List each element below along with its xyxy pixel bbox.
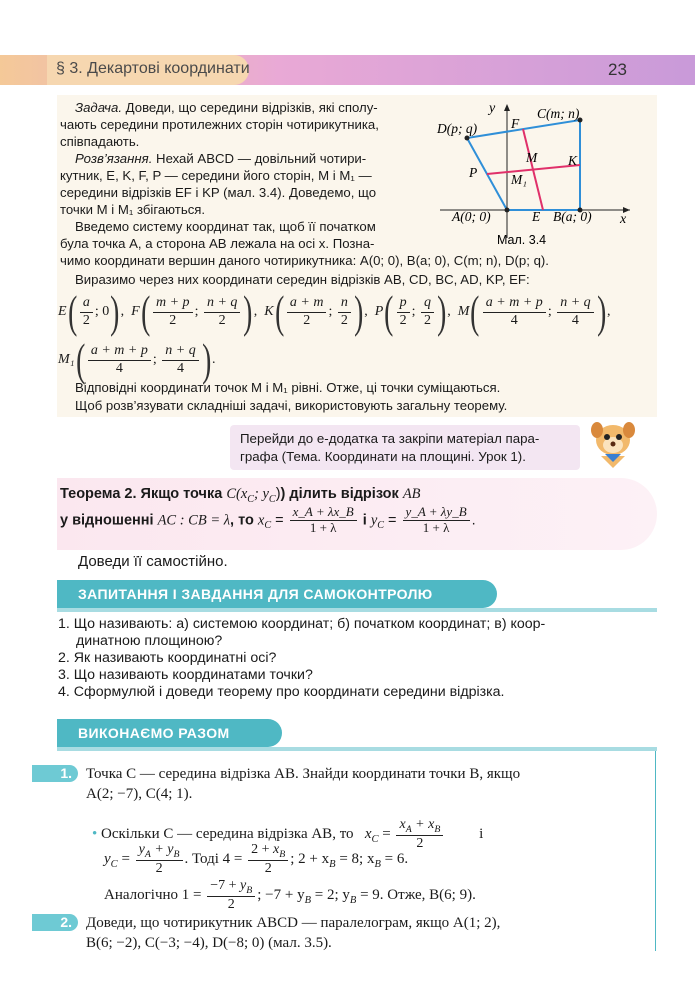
task-line: Відповідні координати точок M і M₁ рівні. Отже, ці точки суміщаються.: [75, 380, 501, 395]
e-supplement-text: Перейди до е-додатка та закріпи матеріал пара-графа (Тема. Координати на площині. Урок 1).: [240, 431, 540, 464]
solution-line: $y_C$ = $\frac{y_A + y_B}{2}$ . Тоді 4 = $\frac{2 + x_B}{2}$ ; $2 + x_B = 8$; $x_B = 6$.: [104, 842, 409, 877]
solution-line: • Оскільки C — середина відрізка AB, то $x_C$ = $\frac{x_A + x_B}{2}$ і: [92, 817, 484, 852]
figure-3-4: [425, 98, 640, 248]
midpoint-formula-m1: M₁( $\frac{a + m + p}{4}$ ; $\frac{n + q}{4}$ ).: [58, 334, 216, 385]
task-line: чимо координати вершин даного чотирикутника: A(0; 0), B(a; 0), C(m; n), D(p; q).: [60, 253, 549, 268]
section-divider: [57, 608, 657, 612]
theorem-line-2: у відношенні AC : CB = λ, то $x_C$ = $\frac{x\_A + \lambda x\_B}{1 + \lambda}$ і $y_C$ = $\frac{y\_A + \lambda y\_B}{1 + \lambda}$ .: [60, 504, 476, 535]
task-line: Щоб розв’язувати складніші задачі, використовують загальну теорему.: [75, 398, 508, 413]
label-m: M: [526, 150, 538, 165]
section-title-self-check: ЗАПИТАННЯ І ЗАВДАННЯ ДЛЯ САМОКОНТРОЛЮ: [78, 586, 433, 602]
figure-caption: Мал. 3.4: [497, 233, 547, 247]
task-line: Введемо систему координат так, щоб її початком: [75, 219, 376, 234]
section-title: § 3. Декартові координати: [56, 60, 250, 77]
task-line: чають середини протилежних сторін чотирикутника,: [60, 117, 379, 132]
label-f: F: [511, 116, 520, 131]
mascot-icon: [583, 418, 643, 474]
question-item: 3. Що називають координатами точки?: [58, 667, 313, 683]
section-divider: [57, 747, 657, 751]
self-prove-text: Доведи її самостійно.: [78, 553, 228, 570]
label-c: C(m; n): [537, 106, 580, 121]
label-x: x: [620, 212, 627, 227]
task-line: Виразимо через них координати середин відрізків AB, CD, BC, AD, KP, EF:: [75, 272, 530, 287]
exercise-text: Доведи, що чотирикутник ABCD — паралелограм, якщо A(1; 2),: [86, 915, 501, 931]
label-e: E: [532, 209, 541, 224]
section-title-together: ВИКОНАЄМО РАЗОМ: [78, 725, 230, 741]
exercise-number: 2.: [32, 914, 78, 931]
task-line: співпадають.: [60, 134, 140, 149]
exercise-number: 1.: [32, 765, 78, 782]
question-item: динатною площиною?: [76, 633, 223, 649]
task-line: була точка A, а сторона AB лежала на осі x. Позна-: [60, 236, 375, 251]
label-d: D(p; q): [437, 121, 478, 136]
solution-line: Аналогічно 1 = $\frac{-7 + y_B}{2}$ ; $-7 + y_B = 2$; $y_B = 9$. Отже, B(6; 9).: [104, 878, 476, 913]
question-item: 1. Що називають: а) системою координат; б) початком координат; в) коор-: [58, 616, 546, 632]
exercise-text: A(2; −7), C(4; 1).: [86, 786, 193, 802]
question-item: 4. Сформулюй і доведи теорему про координати середини відрізка.: [58, 684, 505, 700]
label-y: y: [489, 101, 496, 116]
exercise-text: Точка C — середина відрізка AB. Знайди координати точки B, якщо: [86, 766, 521, 782]
task-line: середини відрізків EF і KP (мал. 3.4). Доведемо, що: [60, 185, 377, 200]
side-rule: [655, 751, 656, 951]
task-line: точки M і M₁ збігаються.: [60, 202, 206, 217]
task-line: кутник, E, K, F, P — середини його сторін, M і M₁ —: [60, 168, 372, 183]
label-m1: M₁: [511, 172, 527, 187]
task-line: Задача. Доведи, що середини відрізків, які сполу-: [75, 100, 378, 115]
label-k: K: [568, 153, 578, 168]
theorem-line-1: Теорема 2. Якщо точка $C(x_C$; $y_C$)) ділить відрізок AB: [60, 486, 421, 505]
exercise-text: B(6; −2), C(−3; −4), D(−8; 0) (мал. 3.5).: [86, 935, 332, 951]
question-item: 2. Як називають координатні осі?: [58, 650, 277, 666]
label-p: P: [469, 165, 478, 180]
midpoint-formulas-row: E( $\frac{a}{2}$ ; 0), F( $\frac{m + p}{2}$ ; $\frac{n + q}{2}$ ), K( $\frac{a + m}{2}$ ; $\frac{n}{2}$ ), P( $\frac{p}{2}$ ; $\frac{q}{2}$ ), M( $\frac{a + m + p}{4}$ ; $\frac{n + q}{4}$ ),: [58, 286, 611, 337]
label-a: A(0; 0): [452, 209, 491, 224]
label-b: B(a; 0): [553, 209, 592, 224]
page-number: 23: [608, 60, 627, 79]
task-line: Розв’язання. Нехай ABCD — довільний чотири-: [75, 151, 367, 166]
